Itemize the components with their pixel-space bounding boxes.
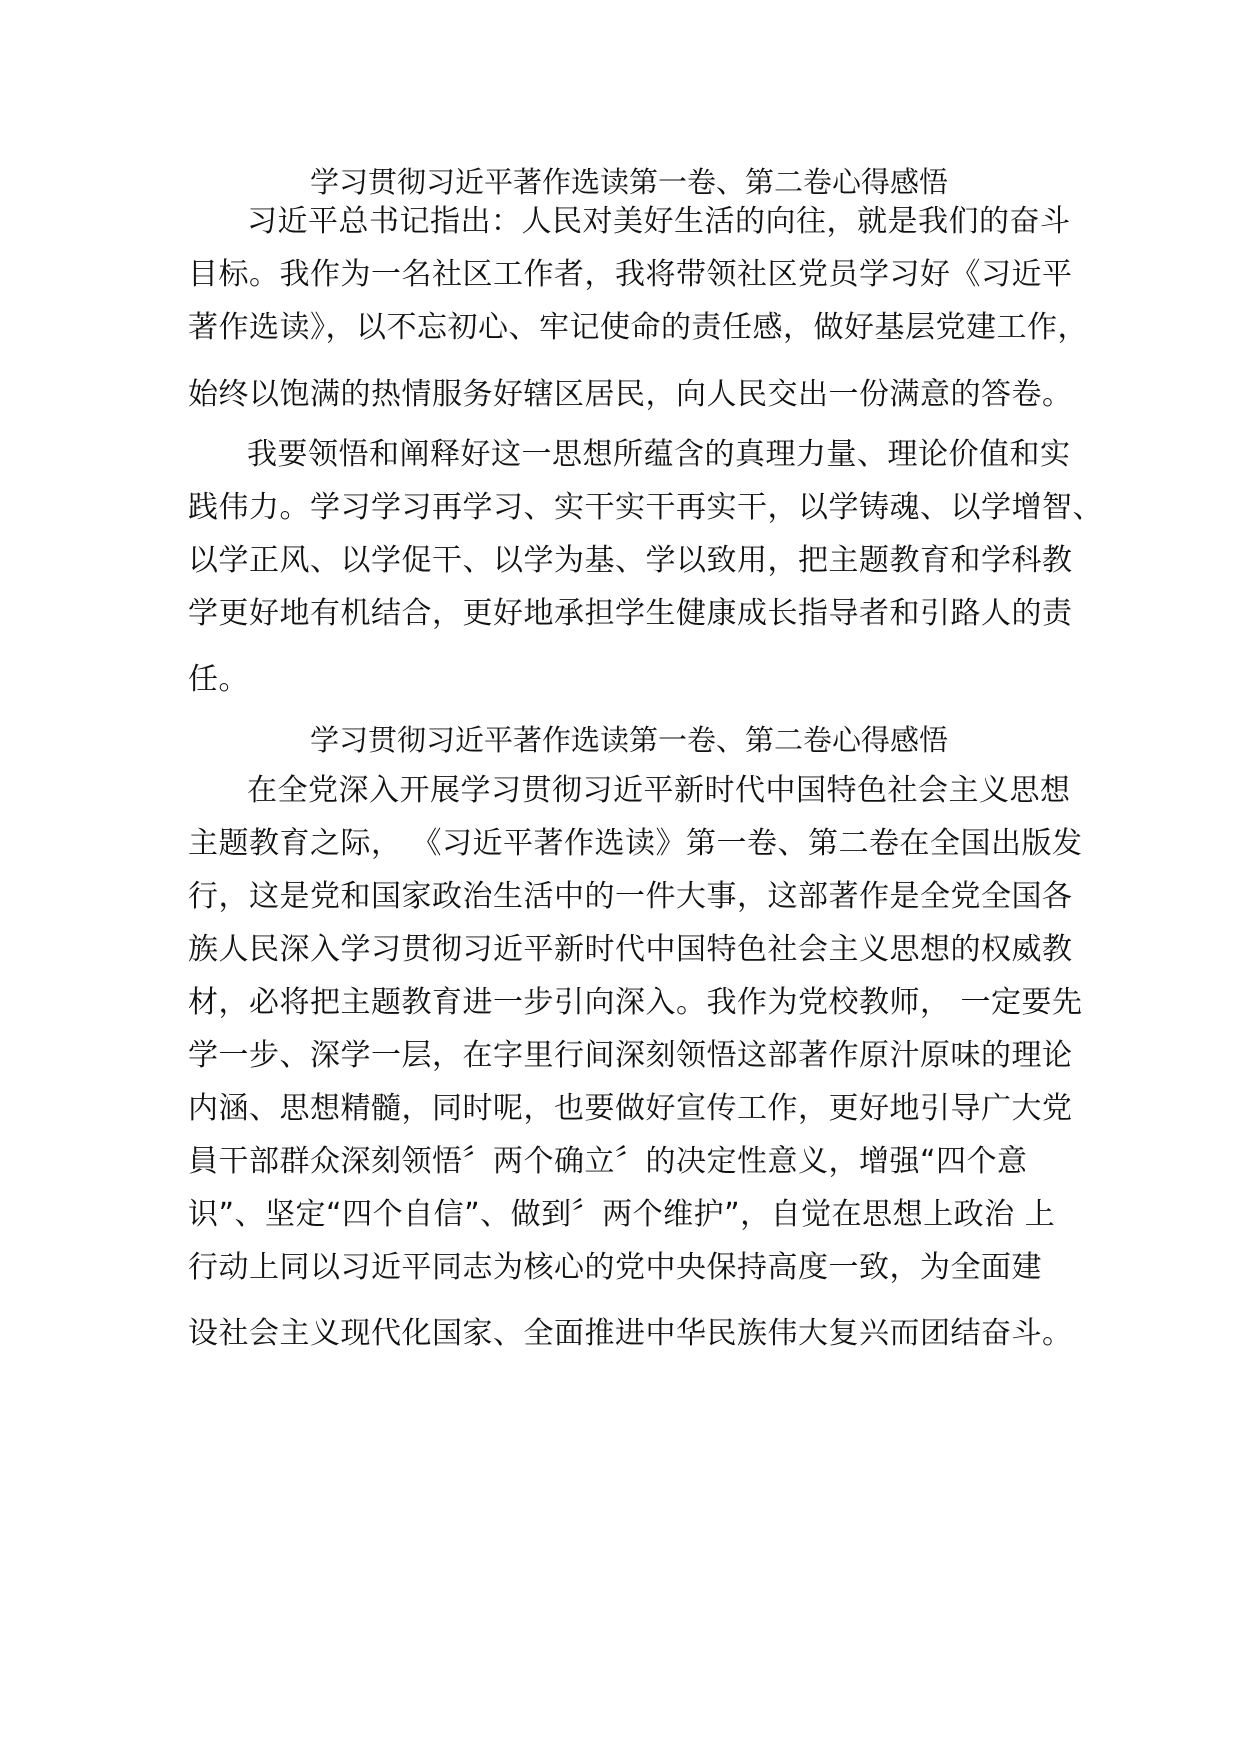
section-2-paragraph-1-line-8: 員干部群众深刻领悟〞两个确立〞的决定性意义，增强“四个意 (188, 1144, 1028, 1179)
section-1-paragraph-1-line-3: 著作选读》，以不忘初心、牢记使命的责任感，做好基层党建工作， (188, 310, 1088, 345)
section-1-paragraph-1-line-4: 始终以饱满的热情服务好辖区居民，向人民交出一份满意的答卷。 (188, 377, 1073, 412)
section-1-paragraph-2-line-4: 学更好地有机结合，更好地承担学生健康成长指导者和引路人的责 (188, 596, 1073, 631)
section-1-paragraph-1-line-1: 习近平总书记指出：人民对美好生活的向往，就是我们的奋斗 (247, 204, 1071, 239)
section-2-paragraph-1-line-11: 设社会主义现代化国家、全面推进中华民族伟大复兴而团结奋斗。 (188, 1316, 1073, 1351)
section-1-paragraph-2-line-3: 以学正风、以学促干、以学为基、学以致用，把主题教育和学科教 (188, 543, 1073, 578)
section-1-paragraph-2-line-1: 我要领悟和阐释好这一思想所蕴含的真理力量、理论价值和实 (247, 437, 1071, 472)
section-2-paragraph-1-line-5: 材，必将把主题教育进一步引向深入。我作为党校教师， 一定要先 (188, 985, 1083, 1020)
section-2-title: 学习贯彻习近平著作选读第一卷、第二卷心得感悟 (309, 723, 948, 757)
section-2-paragraph-1-line-10: 行动上同以习近平同志为核心的党中央保持高度一致，为全面建 (188, 1250, 1042, 1285)
section-1-title: 学习贯彻习近平著作选读第一卷、第二卷心得感悟 (309, 165, 948, 199)
section-2-paragraph-1-line-1: 在全党深入开展学习贯彻习近平新时代中国特色社会主义思想 (247, 773, 1071, 808)
section-2-paragraph-1-line-9: 识”、坚定“四个自信”、做到〞两个维护”，自觉在思想上政治 上 (188, 1197, 1056, 1232)
section-2-paragraph-1-line-2: 主题教育之际， 《习近平著作选读》第一卷、第二卷在全国出版发 (188, 826, 1083, 861)
section-2-paragraph-1-line-4: 族人民深入学习贯彻习近平新时代中国特色社会主义思想的权威教 (188, 932, 1073, 967)
section-1-paragraph-2-line-5: 任。 (188, 662, 249, 697)
section-1-paragraph-2-line-2: 践伟力。学习学习再学习、实干实干再实干，以学铸魂、以学增智、 (188, 490, 1103, 525)
section-2-paragraph-1-line-3: 行，这是党和国家政治生活中的一件大事，这部著作是全党全国各 (188, 879, 1073, 914)
section-2-paragraph-1-line-6: 学一步、深学一层，在字里行间深刻领悟这部著作原汁原味的理论 (188, 1038, 1073, 1073)
section-2-paragraph-1-line-7: 内涵、思想精髓，同时呢，也要做好宣传工作，更好地引导广大党 (188, 1091, 1073, 1126)
section-1-paragraph-1-line-2: 目标。我作为一名社区工作者，我将带领社区党员学习好《习近平 (188, 257, 1073, 292)
